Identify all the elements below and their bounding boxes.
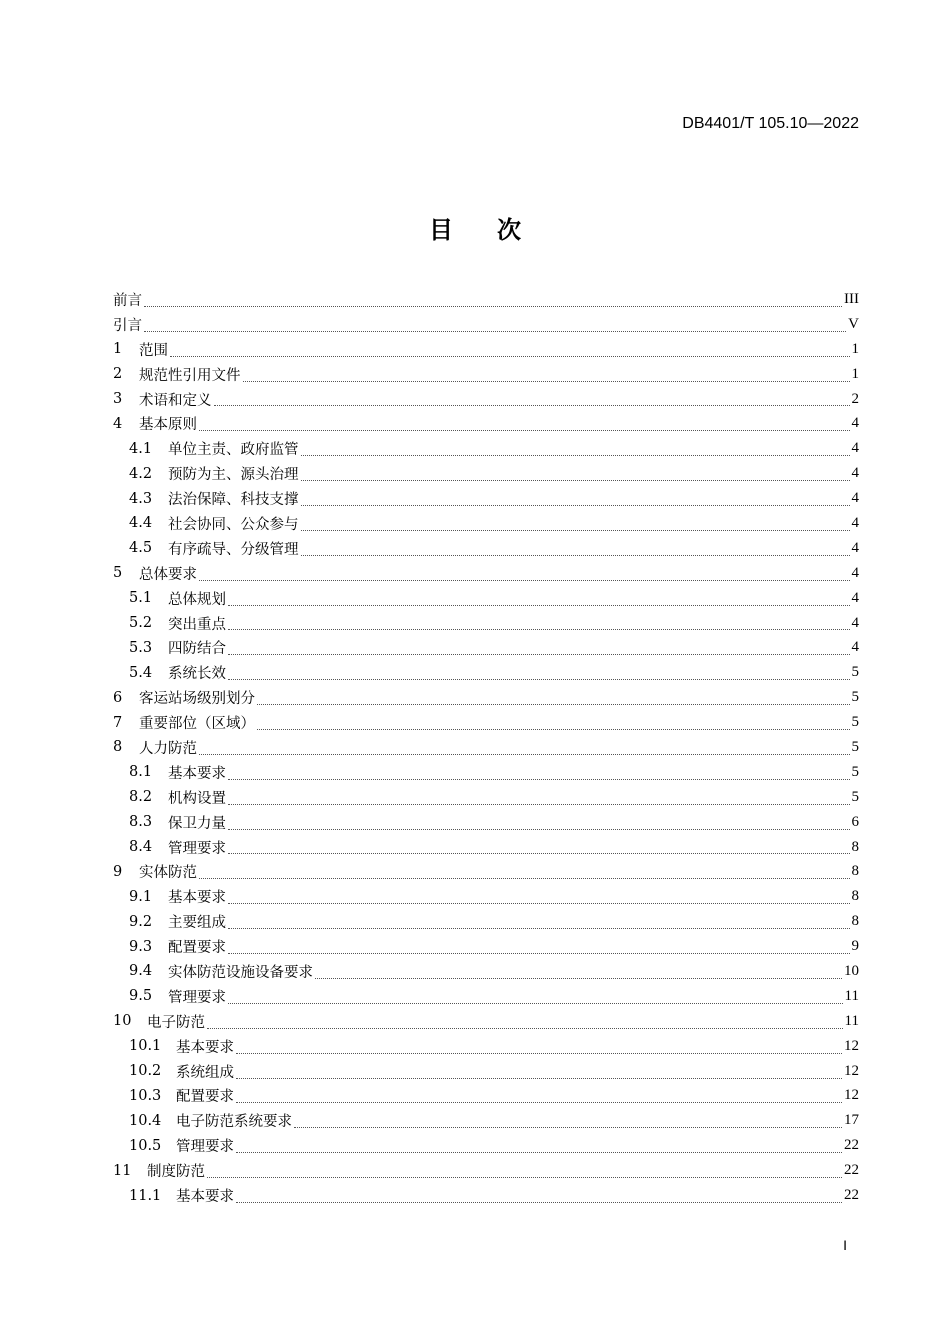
toc-entry-label: 实体防范设施设备要求 [168,964,313,981]
toc-entry-page: 4 [851,614,859,631]
toc-entry-label: 保卫力量 [168,815,226,832]
toc-dot-leader [228,628,850,630]
toc-entry[interactable] [113,1108,859,1133]
toc-entry[interactable] [113,1084,859,1109]
toc-entry-label: 基本要求 [168,765,226,782]
toc-entry-label: 主要组成 [168,915,226,932]
toc-entry[interactable] [113,835,859,860]
toc-dot-leader [228,902,850,904]
page-title: 目次 [429,216,565,244]
toc-entry[interactable] [113,984,859,1009]
toc-entry-label: 单位主责、政府监管 [168,442,299,459]
toc-entry[interactable] [113,1133,859,1158]
toc-entry-label: 规范性引用文件 [139,367,241,384]
toc-entry-number: 2 [113,366,123,383]
toc-entry-number: 9.1 [129,888,153,905]
toc-entry[interactable] [113,660,859,685]
toc-entry-number: 8.3 [129,814,153,831]
toc-dot-leader [214,404,850,406]
toc-entry-label: 总体规划 [168,591,226,608]
toc-entry-page: 5 [851,714,859,731]
toc-dot-leader [301,504,850,506]
toc-entry-page: 8 [851,913,859,930]
toc-entry[interactable] [113,685,859,710]
toc-entry-number: 1 [113,341,123,358]
toc-entry-number: 3 [113,391,123,407]
toc-entry-label: 电子防范 [147,1014,205,1031]
toc-dot-leader [199,579,850,581]
toc-entry[interactable] [113,735,859,760]
toc-entry[interactable] [113,1034,859,1059]
toc-entry-label: 法治保障、科技支撑 [168,492,299,509]
toc-entry-page: 22 [844,1162,859,1179]
toc-dot-leader [228,604,850,606]
toc-entry-number: 6 [113,689,123,706]
toc-entry-number: 5.4 [129,664,153,681]
page-number: I [843,1237,847,1253]
toc-entry-label: 实体防范 [139,865,197,882]
toc-entry-number: 5.3 [129,639,153,656]
toc-entry-page: 22 [844,1137,859,1154]
toc-entry-number: 9 [113,863,123,880]
toc-entry-page: 8 [851,838,859,855]
toc-entry-label: 电子防范系统要求 [176,1114,292,1131]
toc-entry-label: 客运站场级别划分 [139,691,255,708]
toc-entry-label: 管理要求 [176,1139,234,1156]
toc-entry-page: 4 [851,639,859,656]
toc-entry[interactable] [113,859,859,884]
toc-entry[interactable] [113,611,859,636]
toc-entry-label: 基本要求 [176,1189,234,1205]
toc-entry-label: 预防为主、源头治理 [168,467,299,484]
toc-entry-label: 前言 [113,292,142,309]
toc-entry-number: 8.2 [129,789,153,806]
toc-entry[interactable] [113,1183,859,1208]
toc-entry-page: 5 [851,788,859,805]
toc-entry[interactable] [113,884,859,909]
toc-entry[interactable] [113,710,859,735]
toc-entry-label: 制度防范 [147,1164,205,1181]
toc-entry-page: 5 [851,763,859,780]
toc-dot-leader [257,703,850,705]
toc-entry-page: 4 [851,465,859,482]
toc-entry[interactable] [113,635,859,660]
toc-entry[interactable] [113,760,859,785]
toc-dot-leader [228,778,850,780]
toc-entry-number: 8.1 [129,764,153,781]
toc-entry-number: 4 [113,415,123,432]
toc-dot-leader [236,1052,842,1054]
toc-entry-label: 管理要求 [168,989,226,1006]
toc-entry[interactable] [113,1059,859,1084]
toc-entry-page: 22 [844,1187,859,1203]
toc-entry-number: 4.1 [129,440,153,457]
toc-entry-page: 6 [851,813,859,830]
toc-entry-number: 7 [113,714,123,731]
toc-entry[interactable] [113,411,859,436]
table-of-contents [113,287,859,1208]
toc-dot-leader [243,380,850,382]
toc-dot-leader [236,1077,842,1079]
toc-entry-label: 基本原则 [139,417,197,434]
toc-entry-page: 5 [851,738,859,755]
toc-entry-page: 9 [851,938,859,955]
toc-entry[interactable] [113,785,859,810]
toc-dot-leader [236,1151,842,1153]
toc-entry-page: 10 [844,962,859,979]
toc-entry-page: V [848,315,859,332]
toc-entry-number: 4.2 [129,465,153,482]
toc-dot-leader [228,828,850,830]
toc-entry-number: 5 [113,565,123,582]
toc-entry-page: 17 [844,1112,859,1129]
toc-entry-label: 社会协同、公众参与 [168,516,299,533]
toc-entry-label: 系统组成 [176,1064,234,1081]
toc-entry-number: 10.2 [129,1063,162,1080]
toc-entry-number: 10.5 [129,1137,162,1154]
toc-entry-number: 10.1 [129,1038,162,1055]
toc-entry-page: 4 [851,415,859,432]
toc-entry[interactable] [113,536,859,561]
toc-entry-page: 4 [851,589,859,606]
toc-entry-number: 10.4 [129,1112,162,1129]
toc-dot-leader [228,852,850,854]
toc-entry-page: 11 [844,1012,859,1029]
toc-entry-number: 9.2 [129,913,153,930]
toc-entry-label: 总体要求 [139,566,197,583]
toc-entry-page: 4 [851,539,859,556]
toc-entry-page: 4 [851,564,859,581]
toc-dot-leader [228,803,850,805]
toc-entry-page: 12 [844,1062,859,1079]
toc-dot-leader [236,1101,842,1103]
toc-dot-leader [144,330,846,332]
toc-dot-leader [228,653,850,655]
toc-entry-label: 系统长效 [168,666,226,683]
toc-entry-number: 5.2 [129,615,153,632]
toc-dot-leader [236,1201,842,1203]
toc-dot-leader [228,678,850,680]
toc-entry-label: 基本要求 [176,1039,234,1056]
toc-entry[interactable] [113,959,859,984]
toc-entry[interactable] [113,561,859,586]
toc-entry[interactable] [113,511,859,536]
toc-entry-number: 4.3 [129,490,153,507]
toc-entry-page: 5 [851,664,859,681]
toc-entry-page: 4 [851,514,859,531]
toc-entry[interactable] [113,1009,859,1034]
toc-entry-page: 2 [851,390,859,407]
toc-entry-label: 引言 [113,317,142,334]
toc-entry-number: 11 [113,1162,132,1179]
toc-entry-number: 10.3 [129,1087,162,1104]
toc-entry[interactable] [113,436,859,461]
toc-dot-leader [257,728,850,730]
toc-entry-label: 人力防范 [139,740,197,757]
toc-entry-page: 11 [844,987,859,1004]
toc-dot-leader [199,753,850,755]
toc-entry[interactable] [113,387,859,412]
toc-dot-leader [301,529,850,531]
toc-entry-number: 4.4 [129,515,153,532]
toc-entry-label: 术语和定义 [139,392,212,409]
toc-entry-label: 范围 [139,342,168,359]
toc-entry[interactable] [113,810,859,835]
toc-dot-leader [144,305,842,307]
toc-entry-page: 8 [851,863,859,880]
toc-entry[interactable] [113,312,859,337]
toc-dot-leader [301,479,850,481]
toc-entry-label: 重要部位（区域） [139,716,255,733]
toc-entry-number: 10 [113,1013,132,1030]
toc-dot-leader [315,977,842,979]
toc-entry-label: 机构设置 [168,790,226,807]
toc-entry-page: 12 [844,1037,859,1054]
toc-entry[interactable] [113,287,859,312]
toc-entry-page: 1 [851,340,859,357]
toc-entry-page: 4 [851,490,859,507]
toc-entry-number: 9.3 [129,938,153,955]
toc-entry-number: 5.1 [129,590,153,607]
toc-entry[interactable] [113,934,859,959]
toc-entry-page: 8 [851,888,859,905]
toc-entry-number: 9.4 [129,963,153,980]
toc-entry-page: 4 [851,440,859,457]
toc-entry-number: 4.5 [129,540,153,557]
toc-entry-label: 配置要求 [168,940,226,957]
toc-entry[interactable] [113,909,859,934]
toc-dot-leader [170,355,850,357]
toc-entry-number: 8.4 [129,839,153,856]
toc-entry-page: 12 [844,1087,859,1104]
toc-dot-leader [301,454,850,456]
toc-entry-label: 突出重点 [168,616,226,633]
toc-entry-page: 1 [851,365,859,382]
toc-entry[interactable] [113,1158,859,1183]
toc-entry-number: 11.1 [129,1187,162,1204]
toc-entry-label: 四防结合 [168,641,226,658]
toc-dot-leader [199,877,850,879]
toc-entry-label: 有序疏导、分级管理 [168,541,299,558]
toc-entry[interactable] [113,337,859,362]
toc-dot-leader [199,429,850,431]
toc-entry-number: 8 [113,739,123,756]
document-code: DB4401/T 105.10—2022 [682,115,859,132]
toc-entry-label: 管理要求 [168,840,226,857]
toc-dot-leader [228,1002,843,1004]
toc-entry[interactable] [113,461,859,486]
toc-dot-leader [294,1126,842,1128]
toc-entry-label: 配置要求 [176,1089,234,1106]
toc-dot-leader [301,554,850,556]
toc-dot-leader [228,927,850,929]
toc-entry[interactable] [113,486,859,511]
toc-entry-number: 9.5 [129,988,153,1005]
toc-entry-page: III [844,290,859,307]
toc-dot-leader [228,952,850,954]
toc-entry-page: 5 [851,689,859,706]
toc-entry-label: 基本要求 [168,890,226,907]
toc-entry[interactable] [113,362,859,387]
toc-dot-leader [207,1176,842,1178]
toc-dot-leader [207,1027,843,1029]
toc-entry[interactable] [113,586,859,611]
